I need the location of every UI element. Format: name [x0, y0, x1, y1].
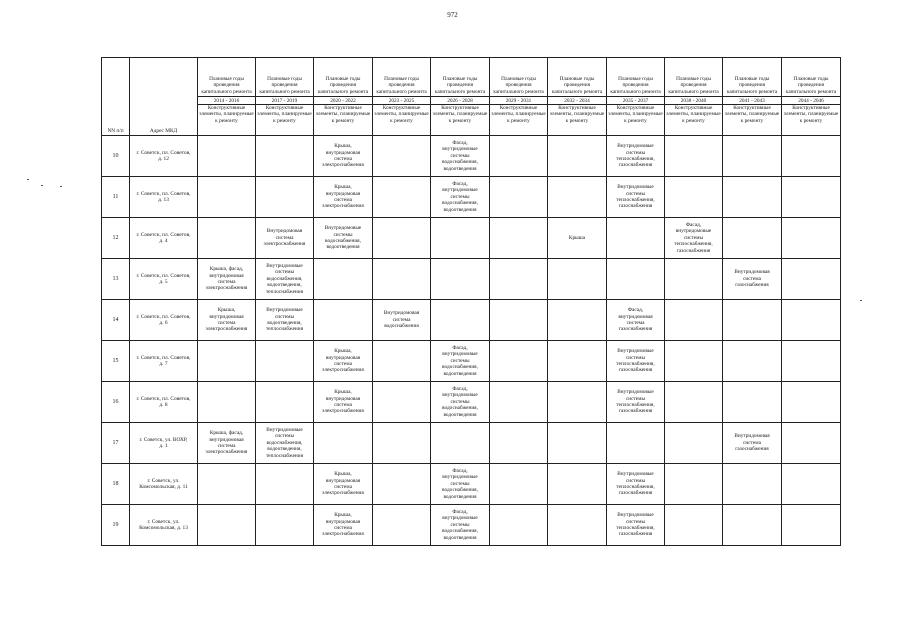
scan-speck — [41, 185, 43, 186]
period-years: 2023 - 2025 — [373, 97, 431, 105]
schedule-body — [102, 136, 841, 546]
repair-elements-cell: Крыша, внутридомовая система электроснабжения — [314, 177, 373, 218]
period-years: 2041 - 2043 — [723, 97, 782, 105]
repair-elements-cell — [490, 505, 548, 546]
table-row — [102, 341, 841, 382]
building-address: г. Советск, пл. Советов, д. 8 — [130, 382, 198, 423]
repair-elements-cell — [373, 136, 431, 177]
repair-elements-cell: Внутридомовые системы теплоснабжения, газоснабжения — [607, 382, 665, 423]
repair-elements-cell — [548, 136, 607, 177]
period-header: Плановые годы проведения капитального ремонта — [431, 58, 490, 97]
period-header: Плановые годы проведения капитального ремонта — [373, 58, 431, 97]
period-header: Плановые годы проведения капитального ремонта — [782, 58, 841, 97]
repair-elements-cell — [607, 259, 665, 300]
repair-elements-cell — [198, 136, 256, 177]
repair-elements-cell — [490, 423, 548, 464]
row-number: 14 — [102, 300, 130, 341]
period-elements-header: Конструктивные элементы, планируемые к ремонту — [490, 105, 548, 136]
repair-elements-cell — [723, 382, 782, 423]
repair-elements-cell — [782, 136, 841, 177]
repair-elements-cell: Внутридомовые системы водоснабжения, водоотведения, теплоснабжения — [256, 423, 314, 464]
repair-elements-cell — [314, 423, 373, 464]
building-address: г. Советск, ул. Комсомольская, д. 13 — [130, 505, 198, 546]
period-years: 2026 - 2028 — [431, 97, 490, 105]
repair-elements-cell — [607, 423, 665, 464]
repair-elements-cell: Внутридомовая система газоснабжения — [723, 259, 782, 300]
repair-elements-cell — [665, 341, 723, 382]
row-number: 10 — [102, 136, 130, 177]
repair-elements-cell: Крыша, внутридомовая система электроснабжения — [314, 382, 373, 423]
repair-elements-cell — [373, 423, 431, 464]
period-elements-header: Конструктивные элементы, планируемые к ремонту — [198, 105, 256, 136]
repair-elements-cell: Фасад, внутридомовые системы теплоснабжения, газоснабжения — [665, 218, 723, 259]
repair-elements-cell: Внутридомовые системы водоснабжения, водоотведения — [314, 218, 373, 259]
table-row — [102, 464, 841, 505]
row-number: 15 — [102, 341, 130, 382]
repair-elements-cell — [723, 464, 782, 505]
period-years: 2044 - 2046 — [782, 97, 841, 105]
repair-elements-cell — [256, 464, 314, 505]
repair-elements-cell — [490, 300, 548, 341]
repair-elements-cell — [665, 300, 723, 341]
repair-elements-cell: Крыша, внутридомовая система электроснабжения — [314, 464, 373, 505]
repair-elements-cell — [373, 505, 431, 546]
building-address: г. Советск, пл. Советов, д. 4 — [130, 218, 198, 259]
repair-elements-cell: Фасад, внутридомовые системы водоснабжения, водоотведения — [431, 177, 490, 218]
repair-elements-cell — [431, 218, 490, 259]
repair-elements-cell — [490, 259, 548, 300]
period-years: 2029 - 2031 — [490, 97, 548, 105]
scan-speck — [860, 300, 862, 301]
repair-elements-cell: Фасад, внутридомовая система газоснабжения — [607, 300, 665, 341]
repair-elements-cell — [723, 177, 782, 218]
repair-elements-cell — [198, 505, 256, 546]
repair-elements-cell — [256, 177, 314, 218]
building-address: г. Советск, пл. Советов, д. 7 — [130, 341, 198, 382]
period-header: Плановые годы проведения капитального ремонта — [607, 58, 665, 97]
repair-elements-cell: Фасад, внутридомовые системы водоснабжения, водоотведения — [431, 341, 490, 382]
row-number: 13 — [102, 259, 130, 300]
repair-elements-cell — [607, 218, 665, 259]
repair-elements-cell — [548, 382, 607, 423]
repair-elements-cell: Крыша, внутридомовая система электроснабжения — [314, 505, 373, 546]
repair-elements-cell: Внутридомовая система электроснабжения — [256, 218, 314, 259]
repair-elements-cell — [373, 177, 431, 218]
period-elements-header: Конструктивные элементы, планируемые к ремонту — [548, 105, 607, 136]
period-elements-header: Конструктивные элементы, планируемые к ремонту — [782, 105, 841, 136]
page-number: 972 — [447, 11, 458, 19]
repair-elements-cell — [490, 341, 548, 382]
row-number: 19 — [102, 505, 130, 546]
repair-elements-cell: Крыша, внутридомовая система электроснабжения — [198, 300, 256, 341]
repair-elements-cell — [373, 259, 431, 300]
repair-elements-cell: Внутридомовая система газоснабжения — [723, 423, 782, 464]
building-address: г. Советск, ул. ВОХР, д. 1 — [130, 423, 198, 464]
row-number: 12 — [102, 218, 130, 259]
period-years: 2032 - 2034 — [548, 97, 607, 105]
repair-elements-cell: Внутридомовые системы теплоснабжения, газоснабжения — [607, 464, 665, 505]
repair-elements-cell — [782, 464, 841, 505]
row-number: 11 — [102, 177, 130, 218]
repair-elements-cell — [198, 177, 256, 218]
building-address: г. Советск, пл. Советов, д. 5 — [130, 259, 198, 300]
period-elements-header: Конструктивные элементы, планируемые к ремонту — [314, 105, 373, 136]
repair-elements-cell — [490, 177, 548, 218]
period-elements-header: Конструктивные элементы, планируемые к ремонту — [431, 105, 490, 136]
scan-speck — [27, 179, 29, 180]
repair-elements-cell — [256, 341, 314, 382]
repair-elements-cell — [548, 259, 607, 300]
table-row — [102, 259, 841, 300]
repair-elements-cell — [665, 136, 723, 177]
period-elements-header: Конструктивные элементы, планируемые к ремонту — [607, 105, 665, 136]
repair-elements-cell: Крыша, фасад, внутридомовая система электроснабжения — [198, 423, 256, 464]
repair-elements-cell — [373, 218, 431, 259]
period-elements-header: Конструктивные элементы, планируемые к ремонту — [665, 105, 723, 136]
repair-elements-cell — [548, 341, 607, 382]
period-elements-header: Конструктивные элементы, планируемые к ремонту — [256, 105, 314, 136]
period-years: 2017 - 2019 — [256, 97, 314, 105]
table-row — [102, 177, 841, 218]
repair-elements-cell: Фасад, внутридомовые системы водоснабжения, водоотведения — [431, 505, 490, 546]
repair-elements-cell — [373, 464, 431, 505]
repair-elements-cell — [782, 423, 841, 464]
repair-elements-cell: Внутридомовые системы водоотведения, теплоснабжения — [256, 300, 314, 341]
header-row-periods — [102, 58, 841, 97]
repair-elements-cell — [256, 382, 314, 423]
period-years: 2020 - 2022 — [314, 97, 373, 105]
repair-elements-cell: Внутридомовые системы водоснабжения, водоотведения, теплоснабжения — [256, 259, 314, 300]
repair-elements-cell: Крыша, внутридомовая система электроснабжения — [314, 341, 373, 382]
repair-elements-cell — [256, 505, 314, 546]
repair-elements-cell — [198, 382, 256, 423]
period-elements-header: Конструктивные элементы, планируемые к ремонту — [373, 105, 431, 136]
repair-elements-cell — [665, 259, 723, 300]
row-number: 17 — [102, 423, 130, 464]
repair-elements-cell — [723, 136, 782, 177]
repair-elements-cell — [782, 341, 841, 382]
repair-elements-cell — [490, 382, 548, 423]
repair-elements-cell: Внутридомовая система водоснабжения — [373, 300, 431, 341]
repair-elements-cell — [665, 505, 723, 546]
repair-elements-cell — [198, 341, 256, 382]
header-row-years — [102, 97, 841, 105]
address-column-header: Адрес МКД — [130, 58, 198, 136]
repair-elements-cell: Внутридомовые системы теплоснабжения, газоснабжения — [607, 341, 665, 382]
repair-elements-cell — [490, 136, 548, 177]
repair-elements-cell — [198, 464, 256, 505]
repair-elements-cell — [665, 464, 723, 505]
repair-elements-cell — [431, 259, 490, 300]
repair-elements-cell — [373, 341, 431, 382]
period-years: 2035 - 2037 — [607, 97, 665, 105]
repair-elements-cell — [665, 382, 723, 423]
repair-elements-cell: Внутридомовые системы теплоснабжения, газоснабжения — [607, 136, 665, 177]
repair-elements-cell: Фасад, внутридомовые системы водоснабжения, водоотведения — [431, 382, 490, 423]
table-row — [102, 136, 841, 177]
table-row — [102, 505, 841, 546]
repair-elements-cell — [665, 177, 723, 218]
repair-elements-cell — [314, 259, 373, 300]
period-header: Плановые годы проведения капитального ремонта — [723, 58, 782, 97]
repair-elements-cell: Внутридомовые системы теплоснабжения, газоснабжения — [607, 177, 665, 218]
repair-elements-cell — [490, 218, 548, 259]
period-header: Плановые годы проведения капитального ремонта — [665, 58, 723, 97]
row-number: 18 — [102, 464, 130, 505]
repair-elements-cell — [548, 300, 607, 341]
period-header: Плановые годы проведения капитального ремонта — [198, 58, 256, 97]
repair-schedule-table — [101, 57, 841, 546]
repair-elements-cell — [548, 177, 607, 218]
repair-elements-cell: Фасад, внутридомовые системы водоснабжения, водоотведения — [431, 464, 490, 505]
num-column-header: NN п/п — [102, 58, 130, 136]
period-years: 2014 - 2016 — [198, 97, 256, 105]
repair-elements-cell — [782, 505, 841, 546]
repair-elements-cell — [723, 300, 782, 341]
period-header: Плановые годы проведения капитального ремонта — [256, 58, 314, 97]
repair-elements-cell — [782, 300, 841, 341]
building-address: г. Советск, пл. Советов, д. 13 — [130, 177, 198, 218]
repair-elements-cell — [373, 382, 431, 423]
repair-elements-cell: Фасад, внутридомовые системы водоснабжения, водоотведения — [431, 136, 490, 177]
repair-elements-cell — [548, 505, 607, 546]
repair-elements-cell — [723, 505, 782, 546]
period-years: 2038 - 2040 — [665, 97, 723, 105]
repair-elements-cell — [782, 177, 841, 218]
table-row — [102, 218, 841, 259]
repair-elements-cell — [665, 423, 723, 464]
repair-elements-cell — [490, 464, 548, 505]
repair-elements-cell — [723, 218, 782, 259]
scan-speck — [60, 186, 62, 187]
repair-elements-cell: Крыша, внутридомовая система электроснабжения — [314, 136, 373, 177]
repair-elements-cell — [782, 259, 841, 300]
repair-elements-cell — [256, 136, 314, 177]
building-address: г. Советск, ул. Комсомольская, д. 11 — [130, 464, 198, 505]
period-header: Плановые годы проведения капитального ремонта — [548, 58, 607, 97]
repair-elements-cell — [723, 341, 782, 382]
repair-elements-cell: Крыша — [548, 218, 607, 259]
repair-elements-cell — [782, 382, 841, 423]
repair-elements-cell — [431, 300, 490, 341]
period-elements-header: Конструктивные элементы, планируемые к ремонту — [723, 105, 782, 136]
repair-elements-cell — [198, 218, 256, 259]
repair-elements-cell: Внутридомовые системы теплоснабжения, газоснабжения — [607, 505, 665, 546]
repair-elements-cell — [548, 464, 607, 505]
period-header: Плановые годы проведения капитального ремонта — [314, 58, 373, 97]
repair-elements-cell — [548, 423, 607, 464]
table-row — [102, 423, 841, 464]
row-number: 16 — [102, 382, 130, 423]
table-row — [102, 300, 841, 341]
table-row — [102, 382, 841, 423]
repair-elements-cell — [431, 423, 490, 464]
header-row-elements — [102, 105, 841, 136]
period-header: Плановые годы проведения капитального ремонта — [490, 58, 548, 97]
repair-elements-cell: Крыша, фасад, внутридомовая система электроснабжения — [198, 259, 256, 300]
building-address: г. Советск, пл. Советов, д. 6 — [130, 300, 198, 341]
building-address: г. Советск, пл. Советов, д. 12 — [130, 136, 198, 177]
repair-elements-cell — [314, 300, 373, 341]
repair-elements-cell — [782, 218, 841, 259]
